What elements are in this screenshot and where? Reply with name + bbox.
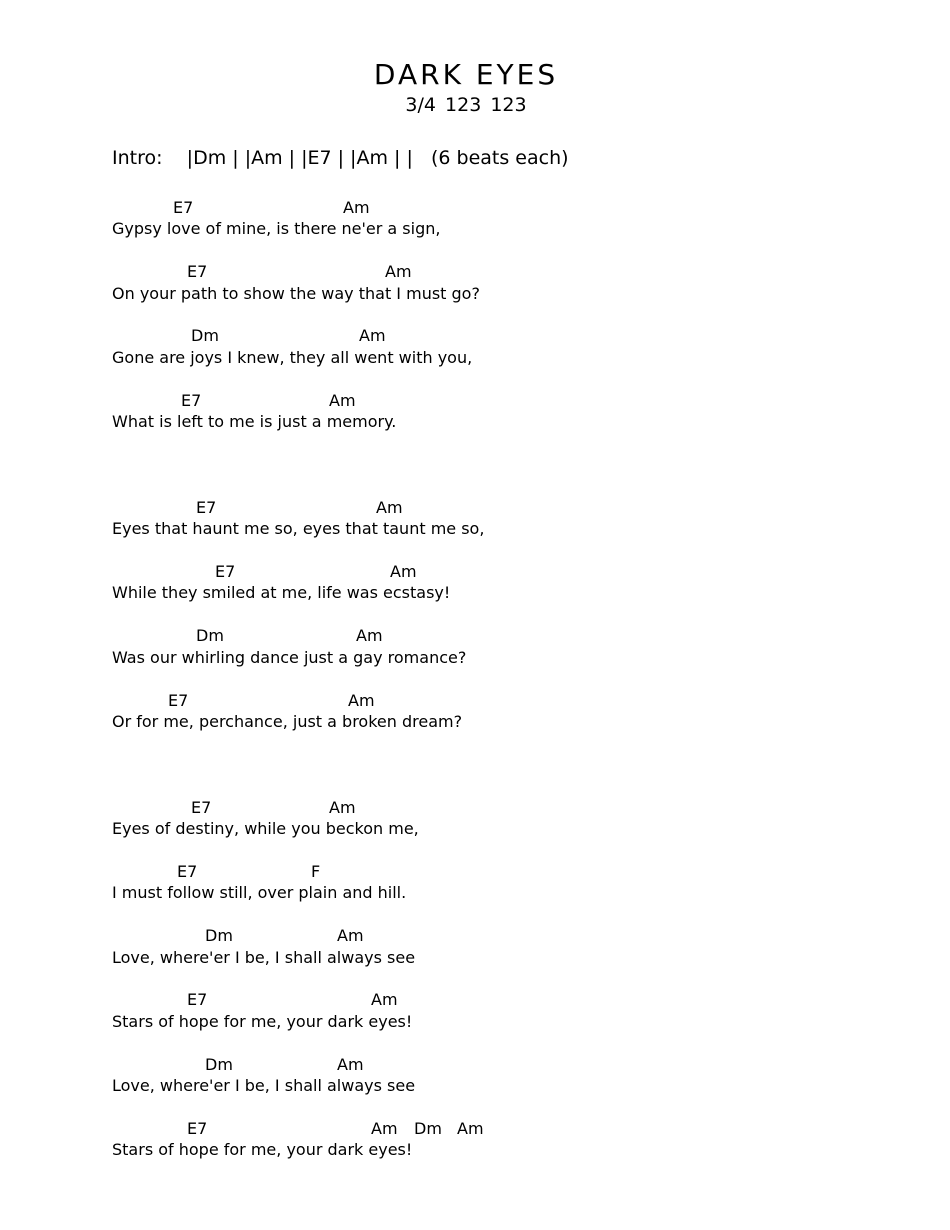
chord: Am: [343, 198, 370, 217]
chord: E7: [187, 262, 208, 281]
chord: Dm: [191, 326, 219, 345]
chord: E7: [191, 798, 212, 817]
lyric-line: Gypsy love of mine, is there ne'er a sign,: [112, 219, 441, 238]
lyric-line: Stars of hope for me, your dark eyes!: [112, 1140, 413, 1159]
chord: F: [311, 862, 321, 881]
lyric-line: Eyes of destiny, while you beckon me,: [112, 819, 419, 838]
chord: Dm: [414, 1119, 442, 1138]
chord: E7: [215, 562, 236, 581]
chord: Am: [329, 391, 356, 410]
chord: Am: [356, 626, 383, 645]
chord: Dm: [205, 1055, 233, 1074]
chord: Dm: [196, 626, 224, 645]
chord: Am: [371, 1119, 398, 1138]
chord: Am: [371, 990, 398, 1009]
chord: E7: [168, 691, 189, 710]
chord: Am: [348, 691, 375, 710]
chord: Dm: [205, 926, 233, 945]
lyric-line: Love, where'er I be, I shall always see: [112, 948, 416, 967]
chord: Am: [337, 1055, 364, 1074]
chord: E7: [181, 391, 202, 410]
chord: E7: [196, 498, 217, 517]
lyric-line: Eyes that haunt me so, eyes that taunt me so,: [112, 519, 485, 538]
chord: Am: [376, 498, 403, 517]
chord: Am: [385, 262, 412, 281]
song-title: DARK EYES: [373, 58, 559, 91]
intro-line: Intro: |Dm | |Am | |E7 | |Am | | (6 beats each): [112, 147, 569, 169]
chord: Am: [359, 326, 386, 345]
lyric-line: Or for me, perchance, just a broken dream?: [112, 712, 463, 731]
chord: Am: [329, 798, 356, 817]
lyric-line: Love, where'er I be, I shall always see: [112, 1076, 416, 1095]
chord: Am: [337, 926, 364, 945]
lyric-line: What is left to me is just a memory.: [112, 412, 397, 431]
lyric-line: While they smiled at me, life was ecstasy!: [112, 583, 451, 602]
lyric-line: On your path to show the way that I must go?: [112, 284, 480, 303]
chord: Am: [457, 1119, 484, 1138]
lyric-line: Stars of hope for me, your dark eyes!: [112, 1012, 413, 1031]
chord: E7: [173, 198, 194, 217]
lyric-line: Gone are joys I knew, they all went with you,: [112, 348, 473, 367]
lyric-line: I must follow still, over plain and hill.: [112, 883, 407, 902]
time-signature: 3/4 123 123: [405, 94, 527, 116]
chord: E7: [177, 862, 198, 881]
lyric-line: Was our whirling dance just a gay romance?: [112, 648, 467, 667]
chord: E7: [187, 1119, 208, 1138]
chord: E7: [187, 990, 208, 1009]
chord: Am: [390, 562, 417, 581]
